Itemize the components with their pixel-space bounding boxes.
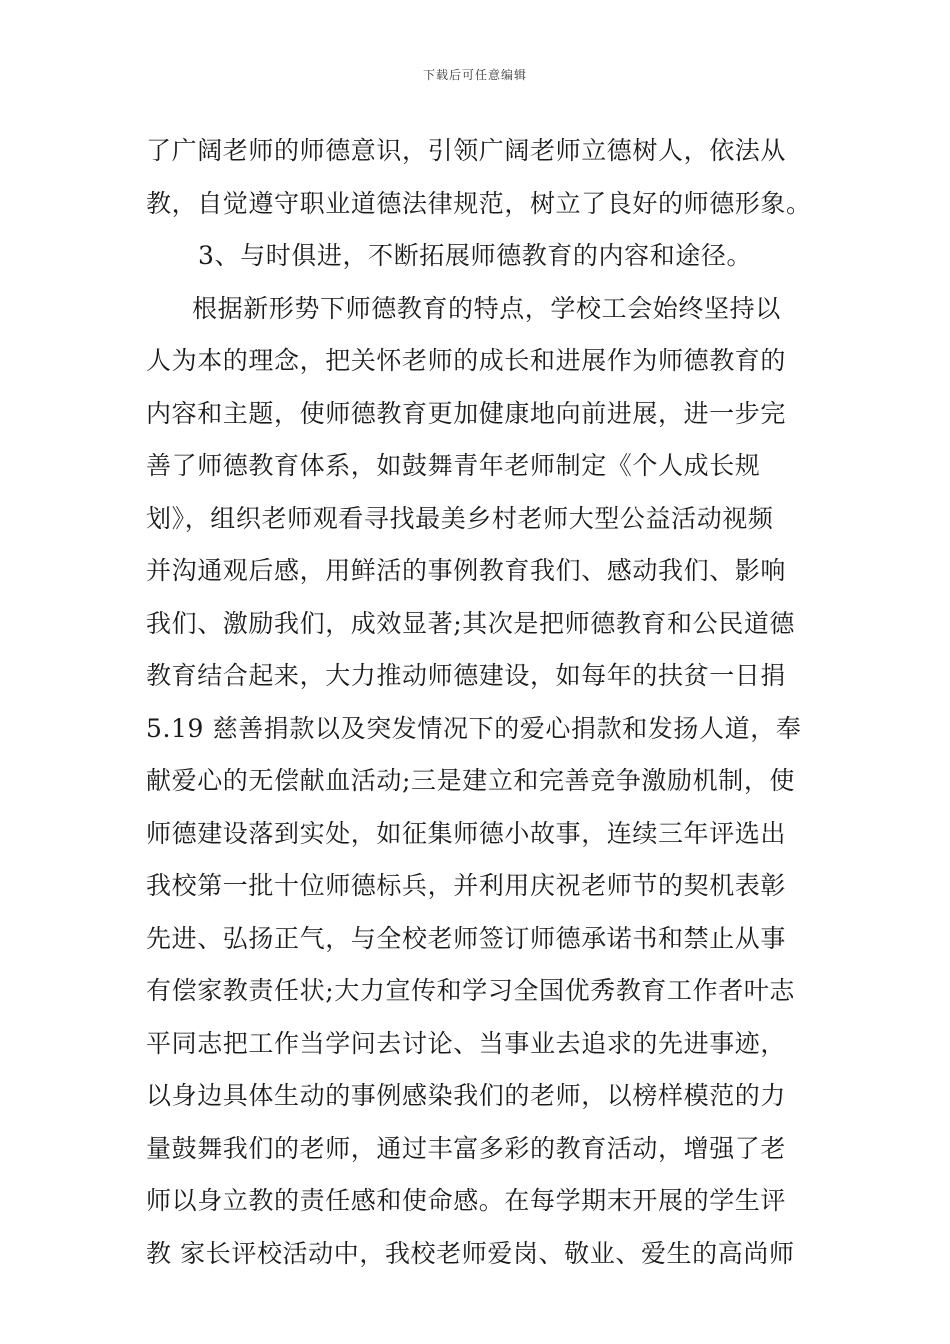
section-heading: 3、与时俱进，不断拓展师德教育的内容和途径。 bbox=[198, 241, 753, 270]
text-line: 人为本的理念，把关怀老师的成长和进展作为师德教育的 bbox=[146, 346, 787, 375]
text-line: 了广阔老师的师德意识，引领广阔老师立德树人，依法从 bbox=[146, 136, 787, 165]
text-line: 平同志把工作当学问去讨论、当事业去追求的先进事迹， bbox=[146, 1028, 787, 1058]
text-line: 量鼓舞我们的老师，通过丰富多彩的教育活动，增强了老 bbox=[146, 1133, 787, 1163]
text-line: 内容和主题，使师德教育更加健康地向前进展，进一步完 bbox=[146, 398, 787, 428]
text-line: 教 家长评校活动中，我校老师爱岗、敬业、爱生的高尚师 bbox=[146, 1238, 795, 1268]
text-line: 师以身立教的责任感和使命感。在每学期末开展的学生评 bbox=[146, 1186, 787, 1215]
text-line: 先进、弘扬正气，与全校老师签订师德承诺书和禁止从事 bbox=[146, 923, 787, 953]
text-line: 献爱心的无偿献血活动;三是建立和完善竞争激励机制，使 bbox=[146, 766, 796, 795]
text-line: 师德建设落到实处，如征集师德小故事，连续三年评选出 bbox=[146, 818, 787, 848]
page-header: 下载后可任意编辑 bbox=[422, 68, 527, 82]
text-line: 有偿家教责任状;大力宣传和学习全国优秀教育工作者叶志 bbox=[146, 976, 796, 1005]
text-line: 善了师德教育体系，如鼓舞青年老师制定《个人成长规 bbox=[146, 451, 761, 480]
text-line: 并沟通观后感，用鲜活的事例教育我们、感动我们、影响 bbox=[146, 556, 787, 585]
text-line: 我校第一批十位师德标兵，并利用庆祝老师节的契机表彰 bbox=[146, 871, 787, 900]
text-line: 我们、激励我们，成效显著;其次是把师德教育和公民道德 bbox=[146, 608, 796, 638]
document-body bbox=[146, 125, 816, 1280]
text-line: 教育结合起来，大力推动师德建设，如每年的扶贫一日捐 bbox=[146, 661, 787, 690]
text-line: 教，自觉遵守职业道德法律规范，树立了良好的师德形象。 bbox=[146, 188, 812, 218]
text-line: 以身边具体生动的事例感染我们的老师，以榜样模范的力 bbox=[146, 1081, 787, 1110]
text-line: 5.19 慈善捐款以及突发情况下的爱心捐款和发扬人道，奉 bbox=[146, 713, 802, 743]
text-line: 划》，组织老师观看寻找最美乡村老师大型公益活动视频 bbox=[146, 503, 774, 533]
paragraph-start: 根据新形势下师德教育的特点，学校工会始终坚持以 bbox=[192, 293, 781, 323]
